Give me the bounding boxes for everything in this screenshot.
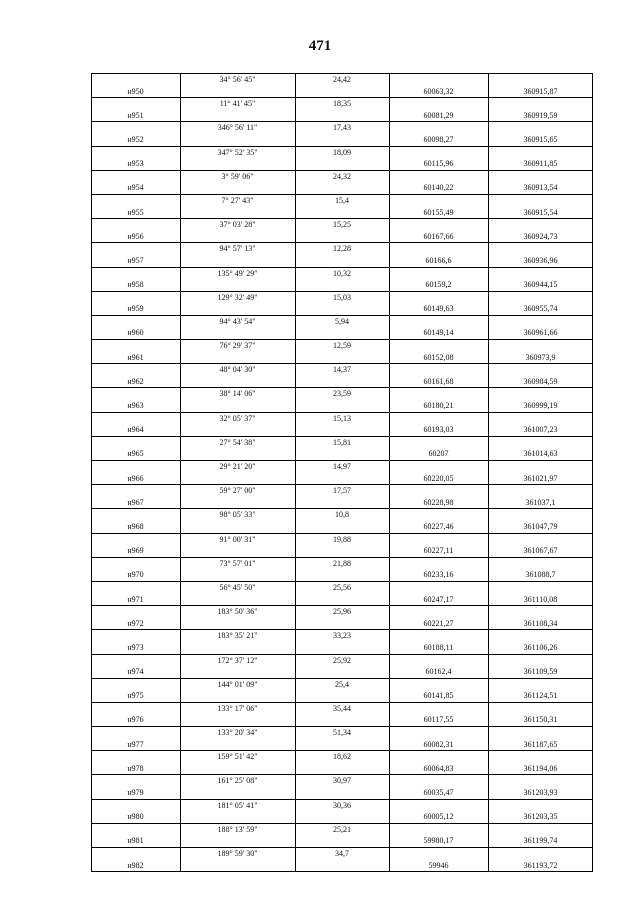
direction-angle: 3° 59' 06" [221,171,254,181]
segment-row [91,437,593,449]
table-column-rule [295,74,296,872]
y-coordinate: 361194,06 [523,763,558,773]
point-name: н971 [127,594,144,604]
segment-row [91,461,593,473]
point-row [91,860,593,873]
x-coordinate: 60149,14 [423,328,454,338]
segment-row [91,171,593,183]
direction-angle: 135° 49' 29" [217,268,258,278]
direction-angle: 98° 05' 33" [219,510,256,520]
segment-length: 30,36 [333,800,351,810]
direction-angle: 346° 56' 11" [217,123,258,133]
point-row [91,255,593,268]
segment-length: 15,4 [335,195,349,205]
x-coordinate: 59946 [428,860,449,870]
point-name: н964 [127,425,144,435]
segment-row [91,582,593,594]
point-name: н960 [127,328,144,338]
segment-row [91,679,593,691]
point-name: н970 [127,570,144,580]
segment-length: 30,97 [333,776,351,786]
y-coordinate: 361014,63 [523,449,558,459]
point-name: н958 [127,280,144,290]
y-coordinate: 360936,96 [523,255,558,265]
segment-row [91,703,593,715]
segment-row [91,219,593,231]
x-coordinate: 60228,98 [423,497,454,507]
x-coordinate: 59980,17 [423,836,454,846]
direction-angle: 129° 32' 49" [217,292,258,302]
table-column-rule [592,74,593,872]
y-coordinate: 361047,79 [523,521,558,531]
x-coordinate: 60064,83 [423,763,454,773]
direction-angle: 56° 45' 50" [219,582,256,592]
direction-angle: 183° 50' 36" [217,607,258,617]
segment-row [91,195,593,207]
segment-row [91,509,593,521]
x-coordinate: 60141,85 [423,691,454,701]
point-name: н962 [127,376,144,386]
point-row [91,182,593,195]
direction-angle: 172° 37' 12" [217,655,258,665]
x-coordinate: 60247,17 [423,594,454,604]
segment-row [91,775,593,787]
segment-length: 18,09 [333,147,351,157]
point-name: н951 [127,110,144,120]
direction-angle: 76° 29' 37" [219,341,256,351]
y-coordinate: 361108,34 [523,618,558,628]
x-coordinate: 60166,6 [425,255,452,265]
table-column-rule [488,74,489,872]
y-coordinate: 360915,54 [523,207,558,217]
y-coordinate: 360924,73 [523,231,558,241]
direction-angle: 188° 13' 59" [217,824,258,834]
direction-angle: 27° 54' 38" [219,437,256,447]
point-row [91,739,593,752]
y-coordinate: 361124,51 [523,691,558,701]
point-name: н979 [127,788,144,798]
point-name: н973 [127,642,144,652]
x-coordinate: 60082,31 [423,739,454,749]
direction-angle: 91° 00' 31" [219,534,256,544]
point-name: н968 [127,521,144,531]
segment-row [91,147,593,159]
point-name: н959 [127,304,144,314]
point-row [91,448,593,461]
x-coordinate: 60117,55 [423,715,454,725]
direction-angle: 347° 52' 35" [217,147,258,157]
x-coordinate: 60035,47 [423,788,454,798]
point-name: н974 [127,667,144,677]
segment-length: 17,43 [333,123,351,133]
point-row [91,376,593,389]
x-coordinate: 60227,11 [423,546,454,556]
y-coordinate: 361199,74 [523,836,558,846]
segment-row [91,655,593,667]
x-coordinate: 60227,46 [423,521,454,531]
segment-length: 14,97 [333,462,351,471]
point-name: н981 [127,836,144,846]
segment-length: 33,23 [333,631,351,641]
point-row [91,545,593,558]
x-coordinate: 60207 [428,449,449,459]
y-coordinate: 361203,93 [523,788,558,798]
segment-length: 14,37 [333,365,351,375]
segment-length: 15,13 [333,413,351,423]
point-row [91,207,593,220]
point-row [91,787,593,800]
y-coordinate: 360913,54 [523,183,558,193]
point-name: н976 [127,715,144,725]
y-coordinate: 360915,87 [523,86,558,96]
segment-row [91,122,593,134]
point-name: н953 [127,159,144,169]
point-name: н950 [127,86,144,96]
point-row [91,231,593,244]
segment-length: 23,59 [333,389,351,399]
x-coordinate: 60155,49 [423,207,454,217]
point-name: н982 [127,860,144,870]
point-row [91,763,593,776]
segment-row [91,824,593,836]
y-coordinate: 360984,59 [523,376,558,386]
segment-length: 19,88 [333,534,351,544]
point-row [91,497,593,510]
point-row [91,690,593,703]
segment-length: 25,21 [333,824,351,834]
x-coordinate: 60140,22 [423,183,454,193]
point-row [91,666,593,679]
point-name: н980 [127,812,144,822]
direction-angle: 144° 01' 09" [217,679,258,689]
point-row [91,569,593,582]
segment-length: 35,44 [333,703,351,713]
direction-angle: 159° 51' 42" [217,752,258,762]
point-row [91,424,593,437]
page-number: 471 [308,38,332,54]
y-coordinate: 360911,85 [523,159,558,169]
segment-row [91,340,593,352]
y-coordinate: 360961,66 [523,328,558,338]
segment-row [91,630,593,642]
segment-length: 18,62 [333,752,351,762]
segment-row [91,751,593,763]
point-name: н963 [127,401,144,411]
y-coordinate: 361187,65 [523,739,558,749]
direction-angle: 11° 41' 45" [219,99,256,109]
segment-row [91,388,593,400]
point-row [91,110,593,123]
point-name: н956 [127,231,144,241]
direction-angle: 37° 03' 28" [219,220,256,230]
x-coordinate: 60098,27 [423,134,454,144]
segment-row [91,848,593,860]
x-coordinate: 60161,68 [423,376,454,386]
y-coordinate: 360955,74 [523,304,558,314]
segment-length: 10,8 [335,510,349,520]
point-row [91,642,593,655]
segment-length: 21,88 [333,558,351,568]
direction-angle: 94° 43' 54" [219,316,256,326]
segment-row [91,364,593,376]
direction-angle: 32° 05' 37" [219,413,256,423]
point-row [91,158,593,171]
segment-length: 24,42 [333,75,351,84]
direction-angle: 181° 05' 41" [217,800,258,810]
segment-length: 17,57 [333,486,351,496]
y-coordinate: 361067,67 [523,546,558,556]
direction-angle: 183° 35' 21" [217,631,258,641]
segment-row [91,243,593,255]
point-name: н966 [127,473,144,483]
table-column-rule [91,74,92,872]
direction-angle: 133° 17' 06" [217,703,258,713]
segment-row [91,98,593,110]
y-coordinate: 361110,08 [523,594,558,604]
segment-row [91,292,593,304]
point-name: н952 [127,134,144,144]
direction-angle: 48° 04' 30" [219,365,256,375]
table-column-rule [389,74,390,872]
y-coordinate: 361088,7 [525,570,556,580]
y-coordinate: 361021,97 [523,473,558,483]
y-coordinate: 360999,19 [523,401,558,411]
segment-length: 5,94 [335,316,349,326]
point-name: н977 [127,739,144,749]
segment-length: 12,59 [333,341,351,351]
segment-row [91,268,593,280]
point-name: н961 [127,352,144,362]
x-coordinate: 60149,63 [423,304,454,314]
x-coordinate: 60221,27 [423,618,454,628]
segment-row [91,413,593,425]
point-name: н954 [127,183,144,193]
segment-length: 18,35 [333,99,351,109]
x-coordinate: 60193,03 [423,425,454,435]
table-column-rule [180,74,181,872]
y-coordinate: 360973,9 [525,352,556,362]
point-row [91,279,593,292]
segment-row [91,316,593,328]
x-coordinate: 60063,32 [423,86,454,96]
x-coordinate: 60115,96 [423,159,454,169]
segment-length: 24,32 [333,171,351,181]
direction-angle: 34° 56' 45" [219,75,256,84]
segment-row [91,485,593,497]
point-row [91,86,593,99]
segment-length: 15,25 [333,220,351,230]
point-row [91,473,593,486]
segment-length: 15,81 [333,437,351,447]
segment-length: 12,28 [333,244,351,254]
segment-length: 25,92 [333,655,351,665]
point-name: н972 [127,618,144,628]
direction-angle: 161° 25' 08" [217,776,258,786]
segment-row [91,74,593,86]
y-coordinate: 361109,59 [523,667,558,677]
point-name: н957 [127,255,144,265]
x-coordinate: 60005,12 [423,812,454,822]
segment-length: 10,32 [333,268,351,278]
y-coordinate: 361150,31 [523,715,558,725]
segment-row [91,558,593,570]
y-coordinate: 360919,59 [523,110,558,120]
x-coordinate: 60081,29 [423,110,454,120]
segment-length: 25,96 [333,607,351,617]
y-coordinate: 361193,72 [523,860,558,870]
x-coordinate: 60220,05 [423,473,454,483]
x-coordinate: 60152,08 [423,352,454,362]
direction-angle: 133° 20' 34" [217,728,258,738]
x-coordinate: 60159,2 [425,280,452,290]
y-coordinate: 361106,26 [523,642,558,652]
segment-length: 25,4 [335,679,349,689]
x-coordinate: 60233,16 [423,570,454,580]
coordinates-table [91,73,593,872]
point-row [91,714,593,727]
point-name: н967 [127,497,144,507]
direction-angle: 59° 27' 00" [219,486,256,496]
direction-angle: 94° 57' 13" [219,244,256,254]
point-row [91,618,593,631]
x-coordinate: 60167,66 [423,231,454,241]
direction-angle: 7° 27' 43" [221,195,254,205]
direction-angle: 38° 14' 06" [219,389,256,399]
point-row [91,303,593,316]
segment-length: 51,34 [333,728,351,738]
y-coordinate: 361037,1 [525,497,556,507]
y-coordinate: 360915,65 [523,134,558,144]
point-row [91,400,593,413]
segment-row [91,727,593,739]
x-coordinate: 60188,11 [423,642,454,652]
segment-row [91,800,593,812]
x-coordinate: 60162,4 [425,667,452,677]
point-row [91,594,593,607]
point-row [91,327,593,340]
y-coordinate: 361007,23 [523,425,558,435]
y-coordinate: 361203,35 [523,812,558,822]
point-name: н978 [127,763,144,773]
direction-angle: 73° 57' 01" [219,558,256,568]
point-name: н955 [127,207,144,217]
x-coordinate: 60180,21 [423,401,454,411]
point-name: н969 [127,546,144,556]
point-row [91,835,593,848]
direction-angle: 189° 59' 30" [217,849,258,858]
point-name: н975 [127,691,144,701]
segment-row [91,606,593,618]
point-name: н965 [127,449,144,459]
direction-angle: 29° 21' 20" [219,462,256,471]
point-row [91,352,593,365]
point-row [91,134,593,147]
segment-row [91,534,593,546]
segment-length: 15,03 [333,292,351,302]
segment-length: 25,56 [333,582,351,592]
point-row [91,521,593,534]
point-row [91,811,593,824]
y-coordinate: 360944,15 [523,280,558,290]
segment-length: 34,7 [335,849,349,858]
